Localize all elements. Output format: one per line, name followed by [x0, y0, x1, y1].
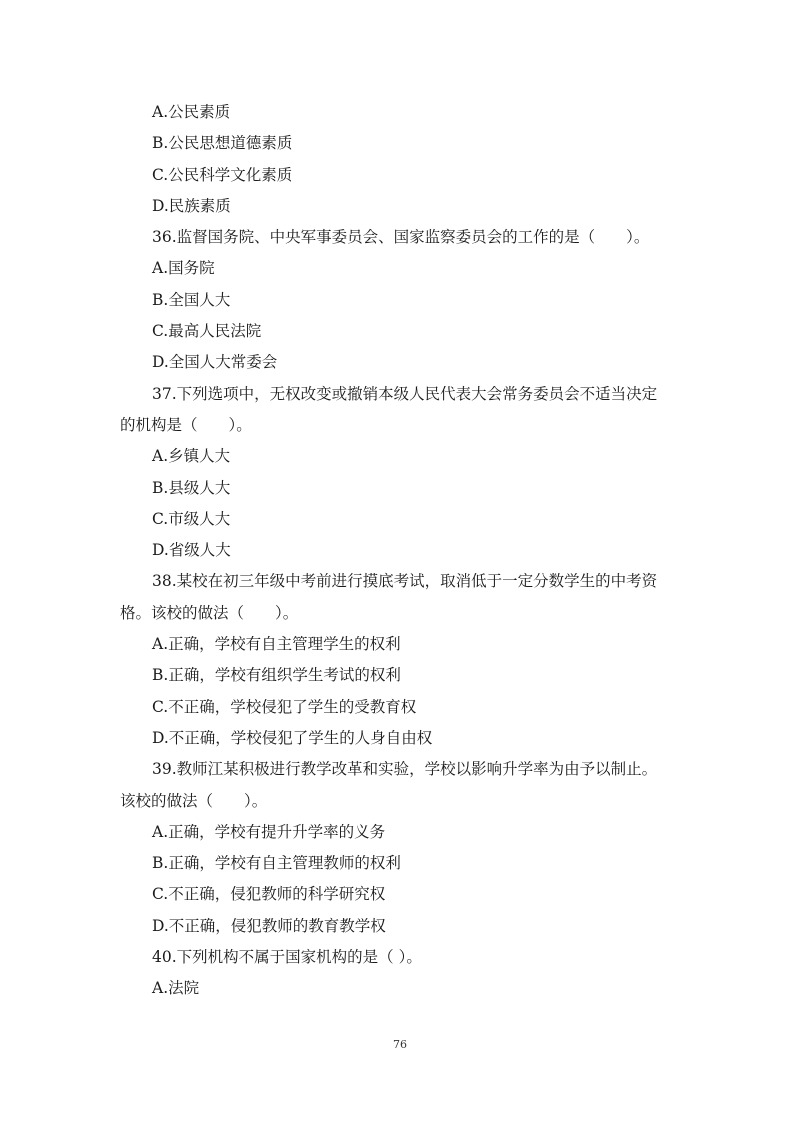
q35-option-b: B.公民思想道德素质 — [152, 134, 293, 153]
q36-option-c: C.最高人民法院 — [152, 322, 262, 341]
q38-option-b: B.正确，学校有组织学生考试的权利 — [152, 666, 401, 685]
q38-option-a: A.正确，学校有自主管理学生的权利 — [152, 635, 401, 654]
q37-option-a: A.乡镇人大 — [152, 447, 231, 466]
q40-option-a: A.法院 — [152, 979, 200, 998]
page-number: 76 — [393, 1038, 407, 1051]
q39-stem-line1: 39.教师江某积极进行教学改革和实验，学校以影响升学率为由予以制止。 — [152, 760, 658, 779]
q37-option-b: B.县级人大 — [152, 478, 231, 497]
q39-option-a: A.正确，学校有提升升学率的义务 — [152, 822, 386, 841]
q39-option-d: D.不正确，侵犯教师的教育教学权 — [152, 916, 386, 935]
q40-stem: 40.下列机构不属于国家机构的是（ ）。 — [152, 948, 422, 967]
q35-option-c: C.公民科学文化素质 — [152, 165, 293, 184]
question-list — [120, 97, 685, 1005]
q37-option-d: D.省级人大 — [152, 541, 231, 560]
q35-option-a: A.公民素质 — [152, 103, 231, 121]
q38-option-d: D.不正确，学校侵犯了学生的人身自由权 — [152, 728, 433, 747]
q36-option-a: A.国务院 — [152, 259, 215, 278]
q35-option-d: D.民族素质 — [152, 196, 231, 215]
q37-option-c: C.市级人大 — [152, 509, 231, 528]
q37-stem-line2: 的机构是（ ）。 — [120, 415, 252, 434]
q37-stem-line1: 37.下列选项中，无权改变或撤销本级人民代表大会常务委员会不适当决定 — [152, 384, 658, 403]
q38-stem-line2: 格。该校的做法（ ）。 — [120, 603, 299, 622]
q36-option-d: D.全国人大常委会 — [152, 353, 278, 372]
q39-option-b: B.正确，学校有自主管理教师的权利 — [152, 854, 401, 873]
q39-stem-line2: 该校的做法（ ）。 — [120, 791, 268, 810]
q38-stem-line1: 38.某校在初三年级中考前进行摸底考试，取消低于一定分数学生的中考资 — [152, 572, 658, 591]
q36-option-b: B.全国人大 — [152, 290, 231, 309]
q36-stem: 36.监督国务院、中央军事委员会、国家监察委员会的工作的是（ ）。 — [152, 228, 650, 247]
q39-option-c: C.不正确，侵犯教师的科学研究权 — [152, 885, 386, 904]
q38-option-c: C.不正确，学校侵犯了学生的受教育权 — [152, 697, 417, 716]
